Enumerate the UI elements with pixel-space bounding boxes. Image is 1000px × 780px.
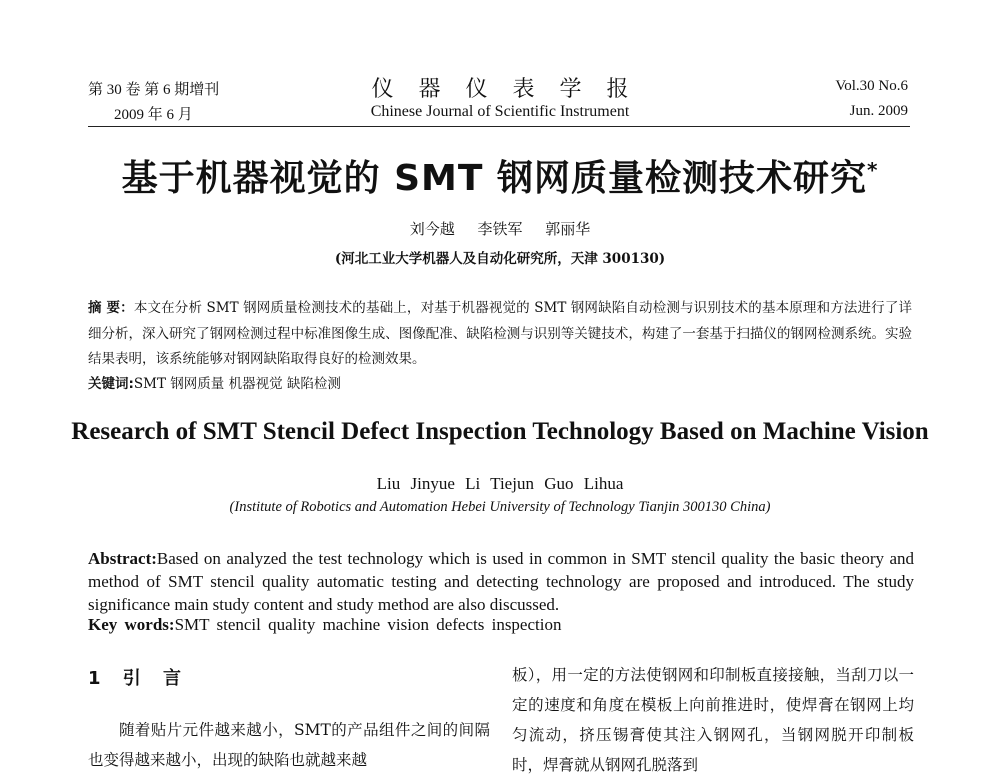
authors-cn: 刘今越 李铁军 郭丽华 <box>409 220 591 238</box>
title-text: 基于机器视觉的 SMT 钢网质量检测技术研究 <box>121 158 867 199</box>
keywords-cn-text: SMT 钢网质量 机器视觉 缺陷检测 <box>133 376 341 392</box>
section-heading-introduction: 1 引 言 <box>88 668 182 689</box>
abstract-en-label: Abstract: <box>88 549 157 568</box>
abstract-en-text: Based on analyzed the test technology which is used in common in SMT stencil quality the basic theory and method of SMT stencil quality automatic testing and detecting technology are proposed and introduced. The study significance main study content and study method are also discussed. <box>88 549 914 614</box>
body-left-column: 随着贴片元件越来越小，SMT的产品组件之间的间隔也变得越来越小，出现的缺陷也就越来越 <box>88 721 490 769</box>
date-cn: 2009 年 6 月 <box>114 107 193 123</box>
volume-issue-cn: 第 30 卷 第 6 期增刊 <box>88 82 220 98</box>
abstract-cn-label: 摘 要： <box>88 300 134 316</box>
title-footnote-mark: * <box>866 158 879 182</box>
keywords-cn-label: 关键词: <box>88 376 134 392</box>
abstract-cn <box>88 296 912 373</box>
affiliation-en: (Institute of Robotics and Automation Hebei University of Technology Tianjin 300130 China) <box>229 499 771 515</box>
journal-name-cn: 仪器仪表学报 <box>371 77 654 102</box>
volume-issue-en: Vol.30 No.6 <box>835 78 908 94</box>
keywords-cn <box>88 372 341 392</box>
abstract-en <box>88 547 914 616</box>
keywords-en-label: Key words: <box>88 615 175 634</box>
keywords-en <box>88 615 561 635</box>
affiliation-cn: (河北工业大学机器人及自动化研究所，天津 300130) <box>334 251 666 267</box>
paper-title-cn <box>0 150 1000 201</box>
authors-en: Liu Jinyue Li Tiejun Guo Lihua <box>376 474 624 493</box>
journal-name-en: Chinese Journal of Scientific Instrument <box>370 103 630 120</box>
keywords-en-text: SMT stencil quality machine vision defects inspection <box>174 615 562 634</box>
header-rule <box>88 126 910 127</box>
body-right-column: 板），用一定的方法使钢网和印制板直接接触，当刮刀以一定的速度和角度在模板上向前推进时，使焊膏在钢网上均匀流动，挤压锡膏使其注入钢网孔，当钢网脱开印制板时，焊膏就从钢网孔脱落到 <box>512 666 914 774</box>
date-en: Jun. 2009 <box>849 103 908 119</box>
paper-title-en: Research of SMT Stencil Defect Inspection Technology Based on Machine Vision <box>71 418 929 445</box>
abstract-cn-text: 本文在分析 SMT 钢网质量检测技术的基础上，对基于机器视觉的 SMT 钢网缺陷自动检测与识别技术的基本原理和方法进行了详细分析，深入研究了钢网检测过程中标准图像生成、图像配准、缺陷检测与识别等关键技术，构建了一套基于扫描仪的钢网检测系统。实验结果表明，该系统能够对钢网缺陷取得良好的检测效果。 <box>88 300 912 367</box>
